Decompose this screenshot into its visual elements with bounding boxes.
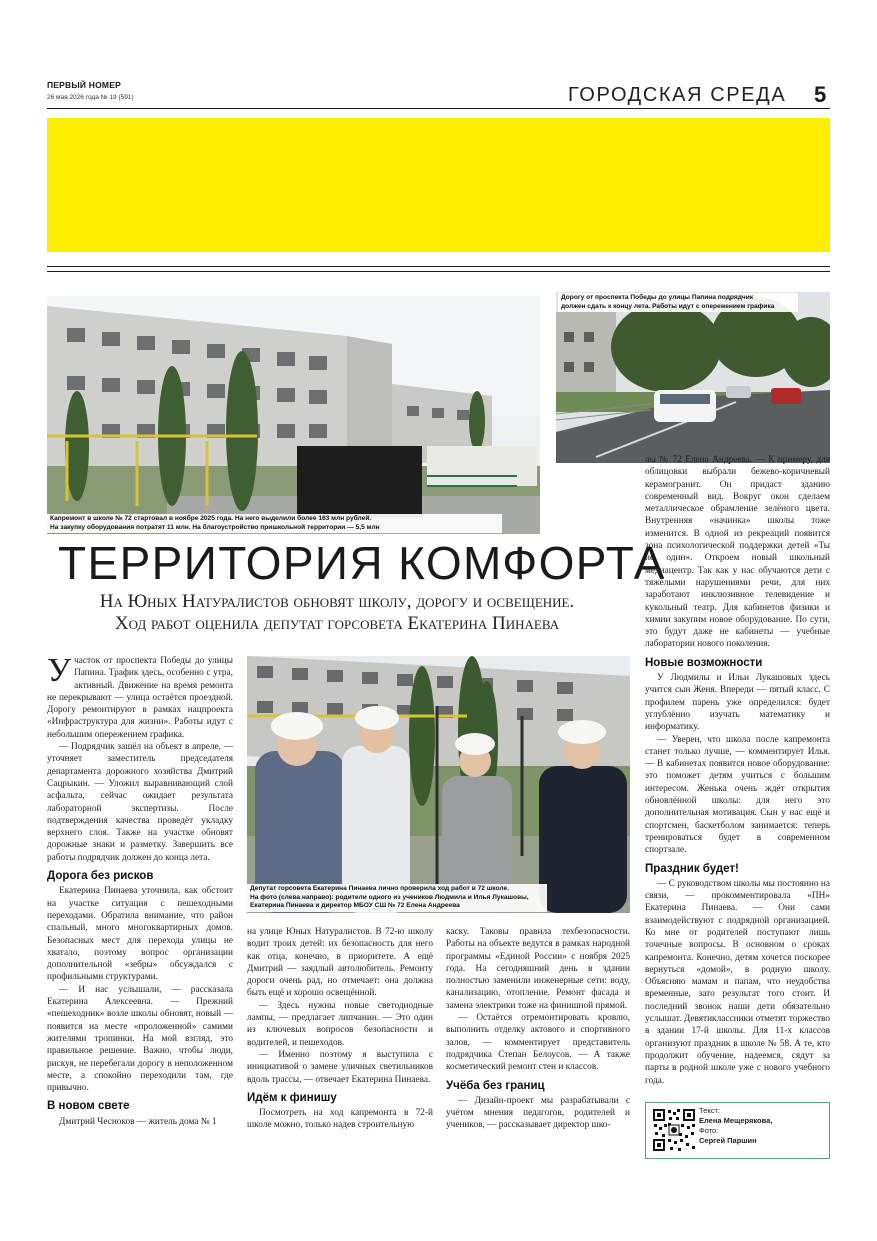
header-rule: [47, 108, 830, 109]
subhead-line: На Юных Натуралистов обновят школу, дорогу и освещение.: [99, 591, 575, 612]
credit-photo-author-name: Сергей Паршин: [699, 1136, 757, 1145]
section-heading: Дорога без рисков: [47, 870, 154, 883]
paragraph: на улице Юных Натуралистов. В 72-ю школу водит троих детей: их безопасность для него как отца, конечно, в приоритете. А ещё Дмитрий — заядлый автолюбитель. Ремонту дороги очень рад, но отмечает: она должна быть ещё и хорошо освещённой.: [247, 927, 433, 999]
paragraph: — И нас услышали, — рассказала Екатерина Алексеевна. — Прежний «пешеходник» возле школы обновят, новый — появится на месте «проложенной» самими жителями тропинки. На мой взгляд, это правильное решение. Важно, чтобы люди, рискуя, не перебегали дорогу в неположенном месте, а спокойно переходили там, где привычно.: [47, 984, 233, 1094]
caption-line: должен сдать к концу лета. Работы идут с опережением графика: [561, 302, 775, 310]
credit-text-author-name: Елена Мещерякова,: [699, 1116, 773, 1125]
credit-photo-author: [699, 1136, 772, 1146]
caption-line: На закупку оборудования потратят 11 млн. На благоустройство пришкольной территории — 5,5 млн: [50, 523, 380, 531]
paragraph: Дмитрий Чесноков — житель дома № 1: [59, 1116, 217, 1127]
caption-line: Депутат горсовета Екатерина Пинаева лично проверила ход работ в 72 школе.: [250, 885, 509, 892]
paragraph: [47, 655, 233, 741]
divider-rule-top: [47, 266, 830, 267]
article-column-4: [645, 454, 830, 1096]
paragraph: — Остаётся отремонтировать кровлю, выполнить отделку актового и спортивного залов, — комментирует представитель подрядчика Степан Белоусов. — А также косметический ремонт стен и классов.: [446, 1013, 630, 1073]
divider-rule-bottom: [47, 271, 830, 272]
paragraph: каску. Таковы правила техбезопасности. Работы на объекте ведутся в рамках народной программы «Единой России» с ноября 2025 года. На сегодняшний день в здании полностью заменили инженерные сети: воду, канализацию, отопление. Ремонт фасада и замена электрики тоже на финишной прямой.: [446, 927, 630, 1011]
road-photo-caption: [558, 293, 798, 312]
caption-line: Дорогу от проспекта Победы до улицы Папина подрядчик: [561, 294, 754, 301]
subhead-line: Ход работ оценила депутат горсовета Екатерина Пинаева: [114, 613, 560, 634]
page-number: 5: [814, 82, 827, 107]
article-column-1: [47, 655, 233, 1155]
section-heading: Праздник будет!: [645, 862, 739, 875]
paragraph: лы № 72 Елена Андреева. — К примеру, для облицовки выбрали бежево-коричневый керамогранит. Он придаст зданию современный вид. Вокруг окон сделаем металлическое обрамление зелёного цвета. Внутренняя «начинка» школы тоже изменится. В одной из рекреаций появится зона психологической поддержки детей «Ты не один». Откроем новый школьный медиацентр. Так как у нас обучаются дети с тяжёлыми нарушениями речи, для них заработают инклюзивное телевидение и кукольный театр. Для кабинетов физики и химии закупим новое оборудование. По сути, это будут даже не кабинеты — учебные лаборатории нового поколения.: [645, 455, 830, 650]
paragraph: Екатерина Пинаева уточнила, как обстоит на участке ситуация с пешеходными переходами. Обратила внимание, что район спальный, много многоквартирных домов. Безопасных мест для перехода улицы не хватало, поэтому вопрос организации дополнительной «зебры» обсуждался с профильными структурами.: [47, 886, 233, 983]
issue-date: 26 мая 2026 года № 19 (591): [47, 94, 134, 101]
paragraph-text: часток от проспекта Победы до улицы Папина. Трафик здесь, особенно с утра, активный. Движение на время ремонта не перекрывают — улица остаётся проездной. Дорогу ремонтируют в рамках нацпроекта «Инфраструктура для жизни». Работы идут с небольшим опережением графика.: [47, 656, 233, 740]
paragraph: — Именно поэтому я выступила с инициативой о замене уличных светильников вдоль трассы, — отвечает Екатерина Пинаева.: [247, 1049, 433, 1085]
paragraph: У Людмилы и Ильи Лукашовых здесь учится сын Женя. Впереди — пятый класс. С профилем парень уже определился: будет углублённо изучать математику и информатику.: [645, 673, 830, 733]
article-subhead: [47, 591, 627, 635]
paragraph: — Уверен, что школа после капремонта станет только лучше, — комментирует Илья. — В кабинетах появится новое оборудование: это поможет детям учиться с большим интересом. Женька очень ждёт открытия обновлённой школы: для него это дополнительная мотивация. Сын у нас ещё и спортсмен, баскетболом занимается: теперь тренироваться будет в современном спортзале.: [645, 734, 830, 856]
credits-text: [699, 1106, 772, 1146]
qr-code-icon[interactable]: [652, 1108, 696, 1152]
section-heading: Идём к финишу: [247, 1091, 337, 1104]
drop-cap: У: [47, 655, 72, 689]
masthead: ПЕРВЫЙ НОМЕР: [47, 80, 121, 90]
credit-text-author: [699, 1116, 772, 1126]
group-photo-caption: [247, 884, 547, 912]
advertisement-banner: [47, 118, 830, 252]
section-heading: Учёба без границ: [446, 1079, 545, 1092]
section-heading: В новом свете: [47, 1100, 130, 1113]
section-heading: Новые возможности: [645, 656, 763, 669]
caption-line: Капремонт в школе № 72 стартовал в ноябре 2025 года. На него выделили более 163 млн рублей.: [50, 515, 372, 522]
paragraph: — Подрядчик зашёл на объект в апреле, — уточняет заместитель председателя департамента дорожного хозяйства Дмитрий Сацрыкин. — Уложил выравнивающий слой асфальта, сейчас ожидает результата лабораторной экспертизы. После подтверждения качества проведёт укладку верхнего слоя. Также на участке обновят дорожные знаки и разметку. Завершить все работы подрядчик должен до конца лета.: [47, 742, 233, 863]
paragraph: — С руководством школы мы постоянно на связи, — прокомментировала «ПН» Екатерина Пинаева. — Они сами взаимодействуют с подрядной организацией. Ко мне от родителей поступают лишь точечные вопросы. В основном о сроках капремонта. Конечно, детям хочется поскорее вернуться «домой», в родную школу. Объясняю мамам и папам, что неудобства временные, зато результат того стоит. И последний звонок наши дети обязательно услышат. Девятиклассники отметят торжество в здании 17-й школы. Для 11-х классов организуют праздник в школе № 58. А те, кто продолжит обучение, надеемся, сядут за парты в родной школе уже с нового учебного года.: [645, 878, 830, 1086]
paragraph: — Дизайн-проект мы разрабатывали с учётом мнения педагогов, родителей и учеников, — рассказывает директор шко-: [446, 1095, 630, 1131]
article-headline: ТЕРРИТОРИЯ КОМФОРТА: [58, 537, 666, 589]
caption-line: На фото (слева направо): родители одного из учеников Людмила и Илья Лукашовы,: [250, 893, 529, 901]
paragraph: Посмотреть на ход капремонта в 72-й школе можно, только надев строительную: [247, 1108, 433, 1131]
school-photo-caption: [47, 514, 502, 533]
school-building-photo: [47, 296, 540, 534]
article-column-3: [446, 926, 630, 1156]
credit-text-label: Текст:: [699, 1106, 720, 1115]
group-photo: [247, 656, 630, 913]
credit-photo-label: Фото:: [699, 1126, 719, 1135]
section-rubric: ГОРОДСКАЯ СРЕДА: [568, 84, 787, 106]
paragraph: — Здесь нужны новые светодиодные лампы, — предлагает липчанин. — Это один из ключевых вопросов безопасности и водителей, и пешеходов.: [247, 1000, 433, 1048]
caption-line: Екатерина Пинаева и директор МБОУ СШ № 72 Елена Андреева: [250, 902, 460, 909]
road-photo: [556, 292, 830, 463]
article-column-2: [247, 926, 433, 1156]
